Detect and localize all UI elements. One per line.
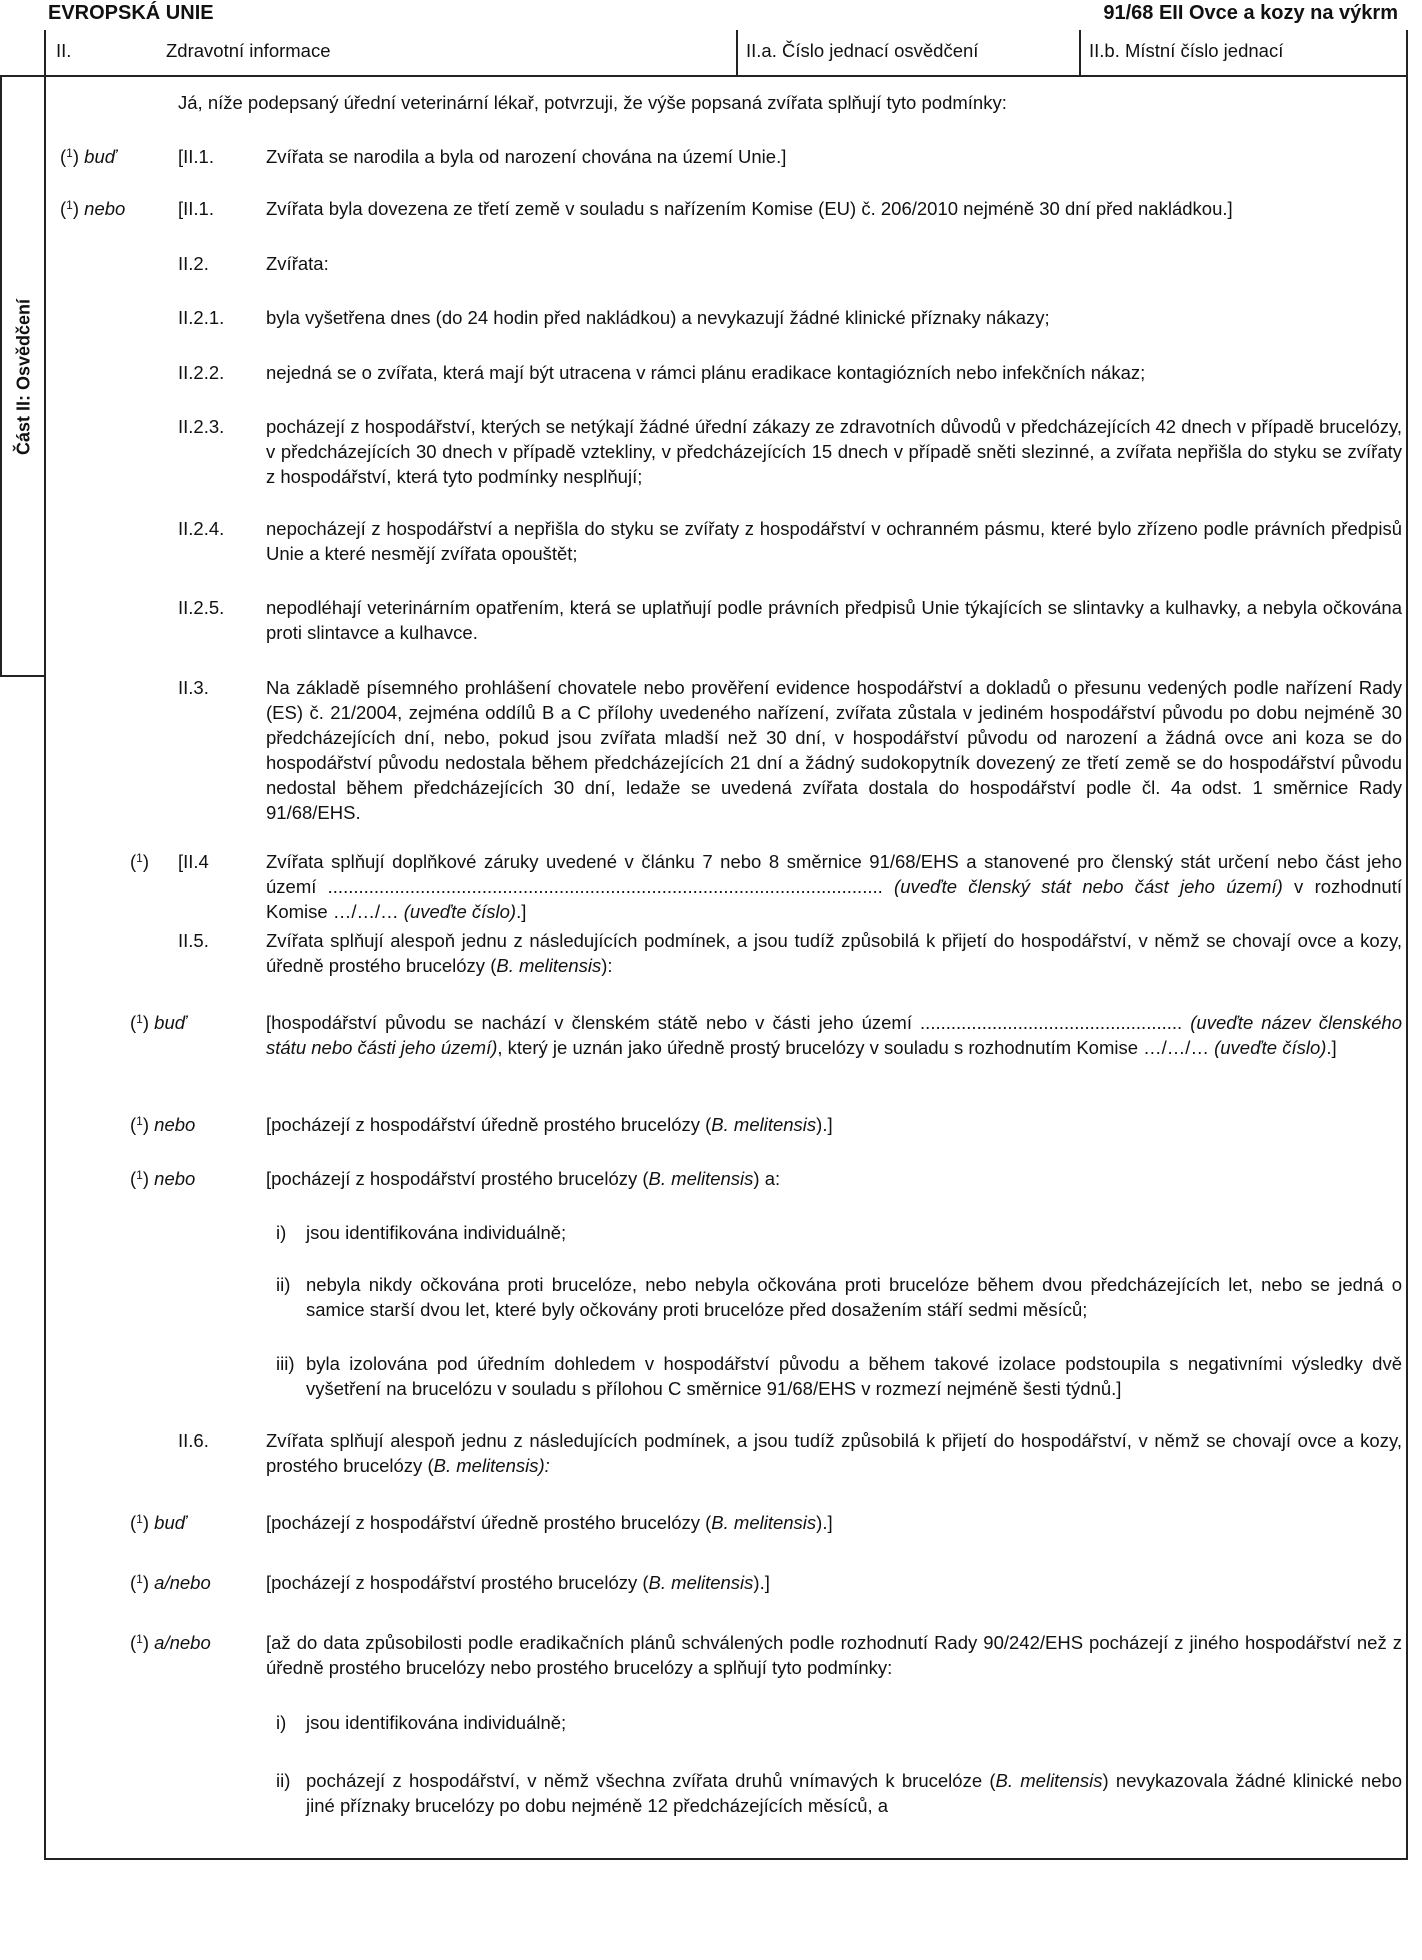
note-ref: ($^1$) nebo [60,198,126,219]
side-tab [0,75,44,677]
item-number: [II.1. [178,198,214,219]
item-number: II.6. [178,1430,209,1451]
section-title: Zdravotní informace [166,40,331,61]
note-ref: ($^1$) [130,851,150,872]
item-text: nepocházejí z hospodářství a nepřišla do styku se zvířaty z hospodářství v ochranném pásmu, které bylo zřízeno podle právních předpisů Unie a které nesmějí zvířata opouštět; [266,518,1402,564]
note-ref: ($^1$) nebo [130,1168,196,1189]
item-text: Zvířata splňují alespoň jednu z následujících podmínek, a jsou tudíž způsobilá k přijetí do hospodářství, v němž se chovají ovce a kozy, prostého brucelózy (B. melitensis): [266,1430,1402,1476]
subitem-text: pocházejí z hospodářství, v němž všechna zvířata druhů vnímavých k brucelóze (B. melitensis) nevykazovala žádné klinické nebo jiné příznaky brucelózy po dobu nejméně 12 předcházejících měsíců, a [306,1770,1402,1816]
note-ref: ($^1$) buď [60,146,117,167]
item-text: [hospodářství původu se nachází v členském státě nebo v části jeho území ................................................... (uveďte název členského státu nebo části jeho území), který je uznán jako úředně prostý brucelózy v souladu s rozhodnutím Komise …/…/… (uveďte číslo).] [266,1012,1403,1058]
item-number: II.2. [178,253,209,274]
item-number: II.3. [178,677,209,698]
item-text: [pocházejí z hospodářství prostého brucelózy (B. melitensis) a: [266,1168,781,1189]
item-text: [až do data způsobilosti podle eradikačních plánů schválených podle rozhodnutí Rady 90/242/EHS pocházejí z jiného hospodářství než z úředně prostého brucelózy nebo prostého brucelózy a splňují tyto podmínky: [266,1632,1402,1678]
item-number: II.5. [178,930,209,951]
header-right: 91/68 EII Ovce a kozy na výkrm [1103,2,1398,24]
item-text: [pocházejí z hospodářství úředně prostého brucelózy (B. melitensis).] [266,1114,833,1135]
item-text: Zvířata byla dovezena ze třetí země v souladu s nařízením Komise (EU) č. 206/2010 nejméně 30 dní před nakládkou.] [266,198,1233,219]
intro-text: Já, níže podepsaný úřední veterinární lékař, potvrzuji, že výše popsaná zvířata splňují tyto podmínky: [178,92,1007,113]
note-ref: ($^1$) a/nebo [130,1632,211,1653]
item-text: [pocházejí z hospodářství prostého brucelózy (B. melitensis).] [266,1572,770,1593]
item-text: Na základě písemného prohlášení chovatele nebo prověření evidence hospodářství a dokladů o přesunu vedených podle nařízení Rady (ES) č. 21/2004, zejména oddílů B a C přílohy uvedeného nařízení, zvířata zůstala v jediném hospodářství původu po dobu nejméně 30 předcházejících dní, nebo, pokud jsou zvířata mladší než 30 dní, v hospodářství původu od narození a žádná ovce ani koza se do hospodářství původu nedostala během předcházejících 21 dní a žádný sudokopytník dovezený ze třetí země se do hospodářství původu nedostal během předcházejících 30 dní, ledaže se uvedená zvířata dostala do hospodářství podle čl. 4a odst. 1 směrnice Rady 91/68/EHS. [266,677,1402,823]
item-text: byla vyšetřena dnes (do 24 hodin před nakládkou) a nevykazují žádné klinické příznaky nákazy; [266,307,1050,328]
subitem-number: ii) [276,1770,291,1791]
side-label: Část II: Osvědčení [13,298,34,456]
item-text: nejedná se o zvířata, která mají být utracena v rámci plánu eradikace kontagiózních nebo infekčních nákaz; [266,362,1146,383]
item-number: [II.1. [178,146,214,167]
note-ref: ($^1$) nebo [130,1114,196,1135]
section-header-row [44,30,1408,77]
subitem-text: jsou identifikována individuálně; [306,1712,567,1733]
item-number: II.2.4. [178,518,225,539]
item-text: Zvířata se narodila a byla od narození chována na území Unie.] [266,146,787,167]
item-text: Zvířata splňují alespoň jednu z následujících podmínek, a jsou tudíž způsobilá k přijetí do hospodářství, v němž se chovají ovce a kozy, úředně prostého brucelózy (B. melitensis): [266,930,1402,976]
item-number: II.2.3. [178,416,225,437]
item-text: [pocházejí z hospodářství úředně prostého brucelózy (B. melitensis).] [266,1512,833,1533]
note-ref: ($^1$) a/nebo [130,1572,211,1593]
subitem-number: i) [276,1712,287,1733]
divider [1079,30,1081,75]
subitem-number: iii) [276,1353,295,1374]
note-ref: ($^1$) buď [130,1012,187,1033]
item-number: II.2.2. [178,362,225,383]
subitem-number: ii) [276,1274,291,1295]
subitem-text: jsou identifikována individuálně; [306,1222,567,1243]
item-text: pocházejí z hospodářství, kterých se netýkají žádné úřední zákazy ze zdravotních důvodů v předcházejících 42 dnech v případě brucelózy, v předcházejících 30 dnech v případě vztekliny, v předcházejících 15 dnech v případě sněti slezinné, a zvířata nepřišla do styku se zvířaty z hospodářství, která tyto podmínky nesplňují; [266,416,1402,487]
cert-number-label: II.a. Číslo jednací osvědčení [746,40,979,61]
header-left: EVROPSKÁ UNIE [48,2,214,24]
section-number: II. [56,40,72,61]
item-number: II.2.1. [178,307,225,328]
item-text: nepodléhají veterinárním opatřením, která se uplatňují podle právních předpisů Unie týkajících se slintavky a kulhavky, a nebyla očkována proti slintavce a kulhavce. [266,597,1402,643]
subitem-text: byla izolována pod úředním dohledem v hospodářství původu a během takové izolace podstoupila s negativními výsledky dvě vyšetření na brucelózu v souladu s přílohou C směrnice 91/68/EHS v rozmezí nejméně šesti týdnů.] [306,1353,1402,1399]
divider [736,30,738,75]
local-number-label: II.b. Místní číslo jednací [1089,40,1284,61]
note-ref: ($^1$) buď [130,1512,187,1533]
subitem-text: nebyla nikdy očkována proti brucelóze, nebo nebyla očkována proti brucelóze během dvou předcházejících let, nebo se jedná o samice starší dvou let, které byly očkovány proti brucelóze před dosažením stáří sedmi měsíců; [306,1274,1402,1320]
item-number: [II.4 [178,851,209,872]
item-text: Zvířata splňují doplňkové záruky uvedené v článku 7 nebo 8 směrnice 91/68/EHS a stanovené pro členský stát určení nebo část jeho území ............................................................................................................ (uveďte členský stát nebo část jeho území) v rozhodnutí Komise …/…/… (uveďte číslo).] [266,851,1402,922]
subitem-number: i) [276,1222,287,1243]
item-number: II.2.5. [178,597,225,618]
item-text: Zvířata: [266,253,329,274]
